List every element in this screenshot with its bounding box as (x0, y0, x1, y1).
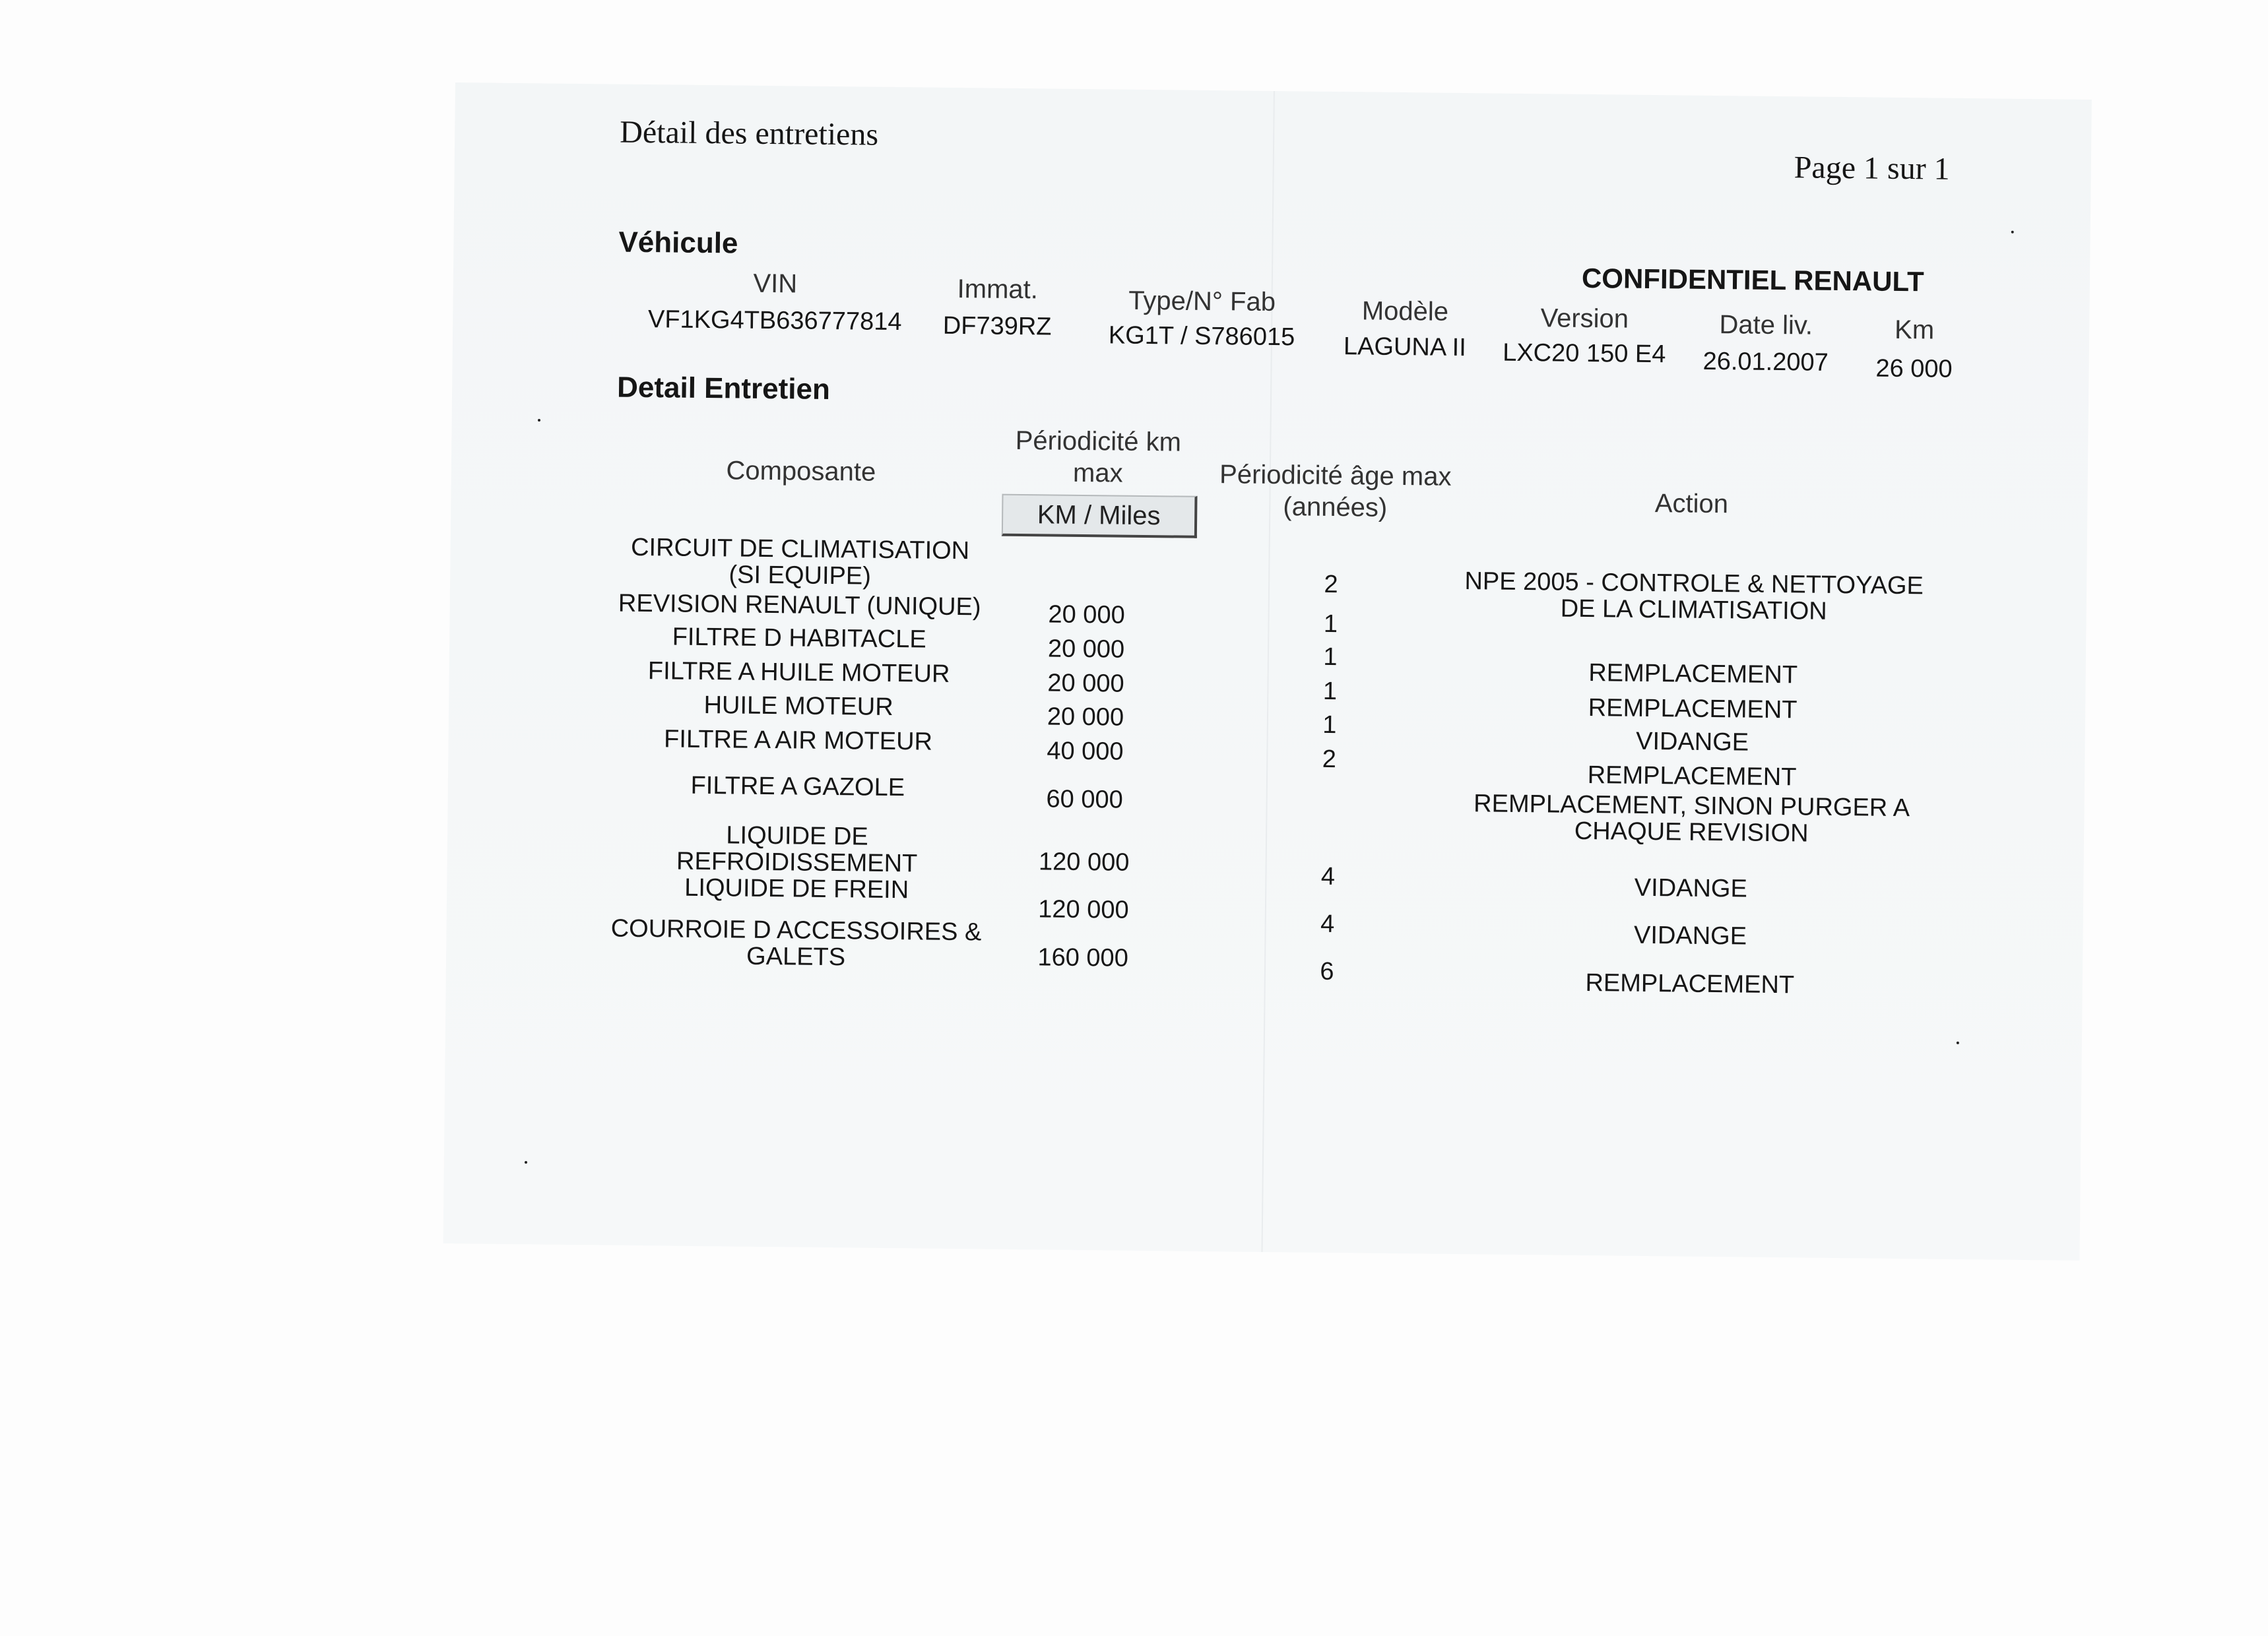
row-action: VIDANGE (1634, 873, 1748, 903)
row-km-interval: 120 000 (1038, 848, 1130, 877)
vehicle-field-value: LXC20 150 E4 (1502, 338, 1666, 369)
vehicle-section-title: Véhicule (618, 226, 738, 260)
row-component: REFROIDISSEMENT (676, 847, 918, 878)
row-age-interval: 2 (1322, 745, 1337, 774)
row-component: (SI EQUIPE) (729, 561, 872, 590)
row-component: CIRCUIT DE CLIMATISATION (630, 533, 970, 565)
row-age-interval: 1 (1322, 710, 1337, 739)
vehicle-field-label: Modèle (1361, 296, 1449, 327)
header-km-line2: max (1072, 458, 1123, 488)
row-age-interval: 6 (1320, 957, 1334, 986)
vehicle-field-label: Version (1540, 303, 1629, 334)
document-title: Détail des entretiens (619, 114, 879, 152)
row-km-interval: 160 000 (1037, 943, 1129, 972)
row-component: COURROIE D ACCESSOIRES & (610, 914, 982, 947)
row-km-interval: 20 000 (1048, 600, 1125, 629)
vehicle-field-value: KG1T / S786015 (1108, 321, 1295, 352)
row-action: VIDANGE (1635, 727, 1749, 757)
row-component: REVISION RENAULT (UNIQUE) (618, 589, 981, 621)
row-component: FILTRE A AIR MOTEUR (663, 725, 933, 756)
row-component: GALETS (746, 942, 846, 972)
row-component: FILTRE D HABITACLE (672, 623, 926, 654)
header-age-line2: (années) (1283, 492, 1388, 522)
scan-speck (2011, 231, 2014, 234)
vehicle-field-value: DF739RZ (942, 311, 1052, 341)
row-age-interval: 2 (1324, 570, 1338, 599)
vehicle-field-label: VIN (753, 268, 798, 299)
row-age-interval: 1 (1323, 643, 1338, 672)
row-action: REMPLACEMENT (1588, 694, 1798, 724)
vehicle-field-value: 26.01.2007 (1702, 347, 1829, 377)
header-km-line1: Périodicité km (1015, 425, 1182, 457)
row-km-interval: 60 000 (1046, 785, 1124, 814)
vehicle-field-label: Type/N° Fab (1128, 286, 1276, 317)
row-km-interval: 20 000 (1047, 703, 1124, 732)
page-fold (1262, 91, 1275, 1252)
scan-speck (525, 1161, 527, 1164)
row-age-interval: 4 (1320, 862, 1336, 891)
row-km-interval: 20 000 (1047, 635, 1125, 664)
row-action: DE LA CLIMATISATION (1560, 594, 1827, 625)
header-action: Action (1654, 489, 1729, 519)
row-age-interval: 4 (1320, 910, 1335, 939)
row-action: REMPLACEMENT, SINON PURGER A (1473, 790, 1910, 823)
row-component: FILTRE A HUILE MOTEUR (647, 657, 950, 688)
scan-speck (538, 419, 540, 422)
vehicle-field-label: Km (1894, 315, 1935, 345)
header-component: Composante (726, 456, 876, 487)
row-component: FILTRE A GAZOLE (690, 771, 905, 802)
row-action: REMPLACEMENT (1588, 659, 1798, 689)
row-age-interval: 1 (1322, 677, 1338, 706)
km-miles-toggle-button[interactable]: KM / Miles (1002, 494, 1198, 538)
header-age-line1: Périodicité âge max (1219, 460, 1452, 491)
row-component: HUILE MOTEUR (703, 691, 893, 722)
row-action: CHAQUE REVISION (1574, 817, 1809, 848)
row-km-interval: 20 000 (1047, 669, 1124, 698)
row-action: REMPLACEMENT (1585, 969, 1795, 999)
row-component: LIQUIDE DE FREIN (684, 873, 909, 904)
vehicle-field-value: LAGUNA II (1343, 332, 1467, 362)
page-number: Page 1 sur 1 (1794, 150, 1950, 187)
vehicle-field-value: VF1KG4TB636777814 (647, 305, 902, 336)
confidential-label: CONFIDENTIEL RENAULT (1581, 262, 1924, 298)
row-component: LIQUIDE DE (726, 821, 868, 851)
row-action: VIDANGE (1633, 921, 1747, 951)
row-action: NPE 2005 - CONTROLE & NETTOYAGE (1464, 567, 1924, 600)
vehicle-field-label: Date liv. (1719, 310, 1813, 340)
scan-speck (1957, 1042, 1959, 1044)
vehicle-field-label: Immat. (957, 274, 1039, 305)
vehicle-field-value: 26 000 (1875, 354, 1953, 383)
row-km-interval: 40 000 (1047, 737, 1124, 766)
detail-section-title: Detail Entretien (616, 371, 831, 406)
row-action: REMPLACEMENT (1587, 761, 1797, 792)
row-km-interval: 120 000 (1038, 895, 1129, 924)
scanned-page (443, 82, 2092, 1261)
row-age-interval: 1 (1323, 610, 1338, 639)
